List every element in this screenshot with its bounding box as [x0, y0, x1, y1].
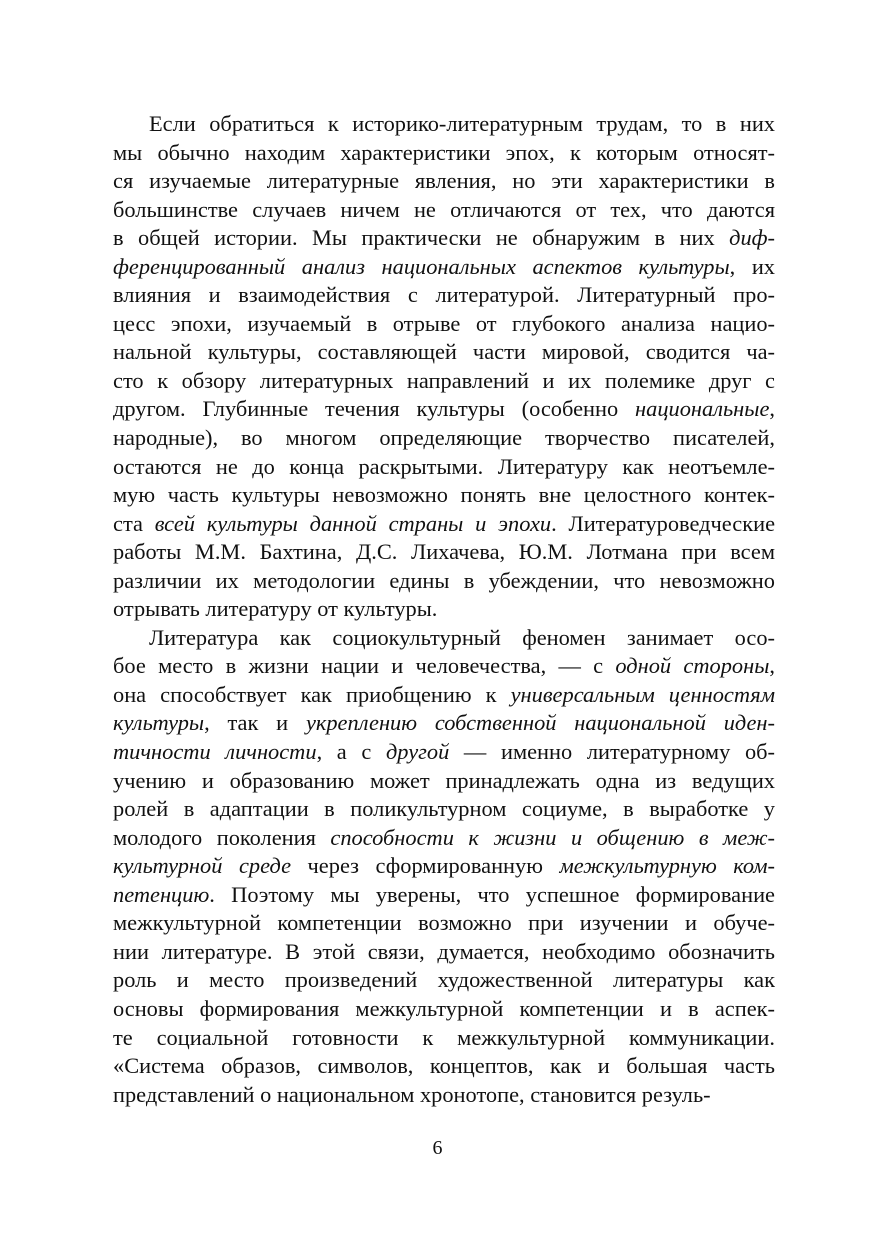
text-line [113, 795, 775, 824]
text-line [113, 224, 775, 253]
paragraph [113, 110, 775, 624]
text-line [113, 481, 775, 510]
italic-text: тичности личности [113, 739, 317, 765]
text-run: сто к обзору литературных направлений и их полемике друг с [113, 367, 775, 393]
text-run: , [769, 396, 775, 422]
text-line [113, 709, 775, 738]
text-line [113, 1052, 775, 1081]
text-line [113, 938, 775, 967]
text-line [113, 995, 775, 1024]
paragraph [113, 624, 775, 1109]
text-line [113, 652, 775, 681]
text-line [113, 1081, 775, 1110]
text-run: отрывать литературу от культуры. [113, 596, 438, 622]
text-run: , их [729, 253, 776, 279]
text-line [113, 110, 775, 139]
text-run: цесс эпохи, изучаемый в отрыве от глубокого анализа нацио- [113, 310, 775, 336]
italic-text: национальные [635, 396, 770, 422]
text-line [113, 253, 775, 282]
text-run: мы обычно находим характеристики эпох, к которым относят- [113, 139, 775, 165]
text-line [113, 767, 775, 796]
italic-text: культурной среде [113, 853, 292, 879]
text-run: Литература как социокультурный феномен занимает осо- [149, 624, 775, 650]
italic-text: ференцированный анализ национальных аспектов культуры [113, 253, 730, 279]
text-run: . Поэтому мы уверены, что успешное формирование [209, 881, 775, 907]
text-run: через сформированную [291, 853, 560, 879]
text-run: роль и место произведений художественной литературы как [113, 967, 775, 993]
text-run: молодого поколения [113, 824, 331, 850]
text-run: учению и образованию может принадлежать одна из ведущих [113, 767, 775, 793]
italic-text: межкультурную ком- [559, 853, 775, 879]
text-run: , [769, 653, 775, 679]
text-line [113, 338, 775, 367]
text-line [113, 1024, 775, 1053]
italic-text: петенцию [113, 881, 210, 907]
page-number: 6 [432, 1137, 443, 1159]
text-run: мую часть культуры невозможно понять вне целостного контек- [113, 482, 775, 508]
text-run: большинстве случаев ничем не отличаются от тех, что даются [113, 196, 775, 222]
text-run: . Литературоведческие [551, 510, 776, 536]
text-line [113, 453, 775, 482]
text-run: бое место в жизни нации и человечества, — с [113, 653, 616, 679]
body-text [113, 110, 775, 1109]
text-run: «Система образов, символов, концептов, как и большая часть [113, 1053, 775, 1079]
text-run: те социальной готовности к межкультурной коммуникации. [113, 1024, 775, 1050]
text-run: она способствует как приобщению к [113, 681, 511, 707]
text-line [113, 738, 775, 767]
text-line [113, 881, 775, 910]
text-line [113, 281, 775, 310]
italic-text: всей культуры данной страны и эпохи [154, 510, 552, 536]
text-line [113, 624, 775, 653]
text-run: остаются не до конца раскрытыми. Литературу как неотъемле- [113, 453, 775, 479]
text-line [113, 824, 775, 853]
text-line [113, 395, 775, 424]
text-run: , а с [316, 739, 386, 765]
italic-text: одной стороны [615, 653, 770, 679]
text-run: нии литературе. В этой связи, думается, необходимо обозначить [113, 938, 775, 964]
text-run: ролей в адаптации в поликультурном социуме, в выработке у [113, 796, 775, 822]
text-run: влияния и взаимодействия с литературой. Литературный про- [113, 282, 775, 308]
text-line [113, 852, 775, 881]
text-run: ся изучаемые литературные явления, но эти характеристики в [113, 168, 775, 194]
text-line [113, 595, 775, 624]
text-line [113, 966, 775, 995]
text-run: межкультурной компетенции возможно при изучении и обуче- [113, 910, 775, 936]
text-run: нальной культуры, составляющей части мировой, сводится ча- [113, 339, 775, 365]
text-run: представлений о национальном хронотопе, становится резуль- [113, 1081, 711, 1107]
italic-text: укреплению собственной национальной иден- [305, 710, 775, 736]
text-run: различии их методологии едины в убеждении, что невозможно [113, 567, 775, 593]
text-line [113, 510, 775, 539]
text-line [113, 139, 775, 168]
italic-text: культуры [113, 710, 205, 736]
text-line [113, 681, 775, 710]
text-line [113, 909, 775, 938]
text-line [113, 424, 775, 453]
italic-text: диф- [729, 225, 775, 251]
text-run: — именно литературному об- [449, 739, 775, 765]
italic-text: другой [385, 739, 450, 765]
text-run: ста [113, 510, 155, 536]
text-run: , так и [204, 710, 306, 736]
text-run: основы формирования межкультурной компетенции и в аспек- [113, 995, 775, 1021]
text-line [113, 310, 775, 339]
text-line [113, 196, 775, 225]
text-run: другом. Глубинные течения культуры (особенно [113, 396, 636, 422]
text-run: в общей истории. Мы практически не обнаружим в них [113, 225, 730, 251]
text-run: Если обратиться к историко-литературным трудам, то в них [149, 111, 775, 136]
italic-text: универсальным ценностям [510, 681, 775, 707]
text-line [113, 538, 775, 567]
text-run: народные), во многом определяющие творчество писателей, [113, 425, 775, 451]
text-line [113, 367, 775, 396]
italic-text: способности к жизни и общению в меж- [330, 824, 775, 850]
text-line [113, 567, 775, 596]
text-line [113, 167, 775, 196]
text-run: работы М.М. Бахтина, Д.С. Лихачева, Ю.М. Лотмана при всем [113, 539, 775, 565]
